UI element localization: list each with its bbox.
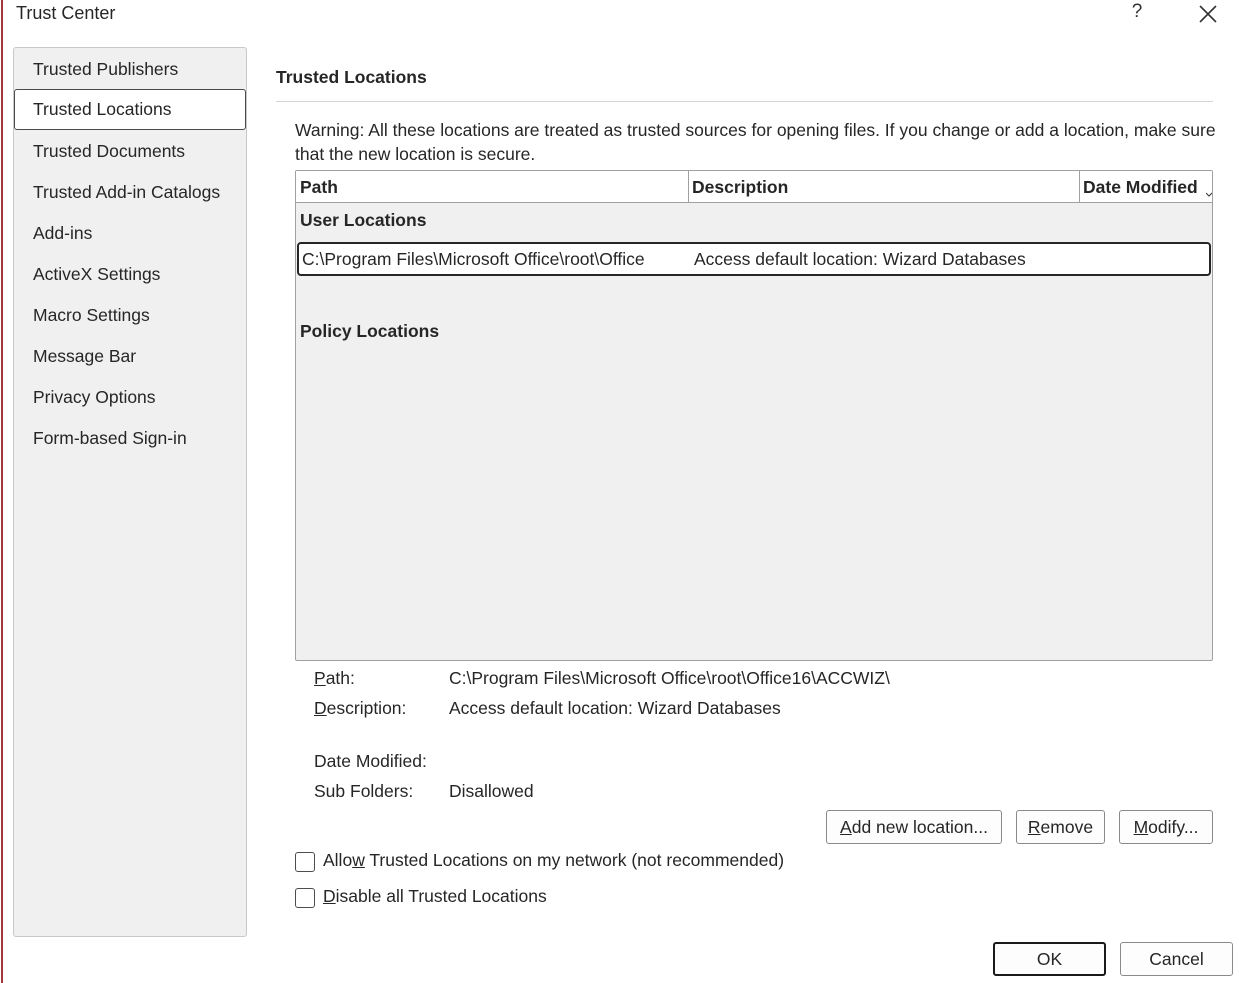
row-description-cell: Access default location: Wizard Databases (694, 249, 1026, 269)
trusted-locations-grid[interactable] (295, 170, 1213, 661)
detail-date-modified-label: Date Modified: (314, 751, 427, 771)
sidebar-item-trusted-publishers[interactable]: Trusted Publishers (33, 59, 179, 79)
help-button[interactable]: ? (1131, 1, 1143, 22)
sidebar-item-form-based-sign-in[interactable]: Form-based Sign-in (33, 428, 187, 448)
detail-description-label: Description: (314, 698, 407, 718)
sidebar (13, 47, 247, 937)
remove-button[interactable]: Remove (1016, 810, 1105, 844)
section-divider (276, 101, 1213, 102)
title-bar (0, 0, 1239, 30)
column-header-date-modified[interactable] (1079, 171, 1213, 203)
allow-network-locations-option[interactable] (295, 851, 815, 873)
allow-network-label: Allow Trusted Locations on my network (not recommended) (323, 850, 785, 870)
disable-all-label: Disable all Trusted Locations (323, 886, 547, 906)
app-window-edge (0, 0, 3, 983)
column-header-path[interactable]: Path (296, 171, 689, 203)
disable-all-locations-option[interactable] (295, 887, 565, 909)
detail-sub-folders-label: Sub Folders: (314, 781, 414, 801)
row-path-cell: C:\Program Files\Microsoft Office\root\Office (302, 249, 645, 269)
warning-text: Warning: All these locations are treated as trusted sources for opening files. If you change or add a location, make sure that the new location is secure. (295, 120, 1216, 164)
chevron-down-icon (1206, 185, 1212, 203)
detail-path-label: Path: (314, 668, 355, 688)
close-icon[interactable] (1194, 1, 1222, 29)
section-title: Trusted Locations (276, 67, 427, 87)
sidebar-item-addins[interactable]: Add-ins (33, 223, 93, 243)
allow-network-checkbox[interactable] (295, 852, 315, 872)
sidebar-item-trusted-addin-catalogs[interactable]: Trusted Add-in Catalogs (33, 182, 221, 202)
table-row[interactable] (297, 242, 1211, 276)
cancel-button[interactable]: Cancel (1120, 942, 1233, 976)
detail-path-value: C:\Program Files\Microsoft Office\root\Office16\ACCWIZ\ (449, 668, 890, 688)
sidebar-item-message-bar[interactable]: Message Bar (33, 346, 137, 366)
sidebar-item-trusted-documents[interactable]: Trusted Documents (33, 141, 186, 161)
grid-header (296, 171, 1212, 203)
dialog-title: Trust Center (16, 3, 116, 23)
group-header-user-locations: User Locations (300, 210, 427, 230)
sidebar-item-macro-settings[interactable]: Macro Settings (33, 305, 150, 325)
ok-button[interactable]: OK (993, 942, 1106, 976)
column-header-date-modified-label: Date Modified (1083, 177, 1198, 197)
group-header-policy-locations: Policy Locations (300, 321, 440, 341)
sidebar-item-activex-settings[interactable]: ActiveX Settings (33, 264, 161, 284)
modify-button[interactable]: Modify... (1119, 810, 1213, 844)
sidebar-item-trusted-locations[interactable]: Trusted Locations (14, 89, 246, 130)
detail-sub-folders-value: Disallowed (449, 781, 534, 801)
detail-description-value: Access default location: Wizard Databases (449, 698, 781, 718)
sidebar-item-privacy-options[interactable]: Privacy Options (33, 387, 156, 407)
column-header-description[interactable]: Description (688, 171, 1080, 203)
add-new-location-button[interactable]: Add new location... (826, 810, 1002, 844)
disable-all-checkbox[interactable] (295, 888, 315, 908)
